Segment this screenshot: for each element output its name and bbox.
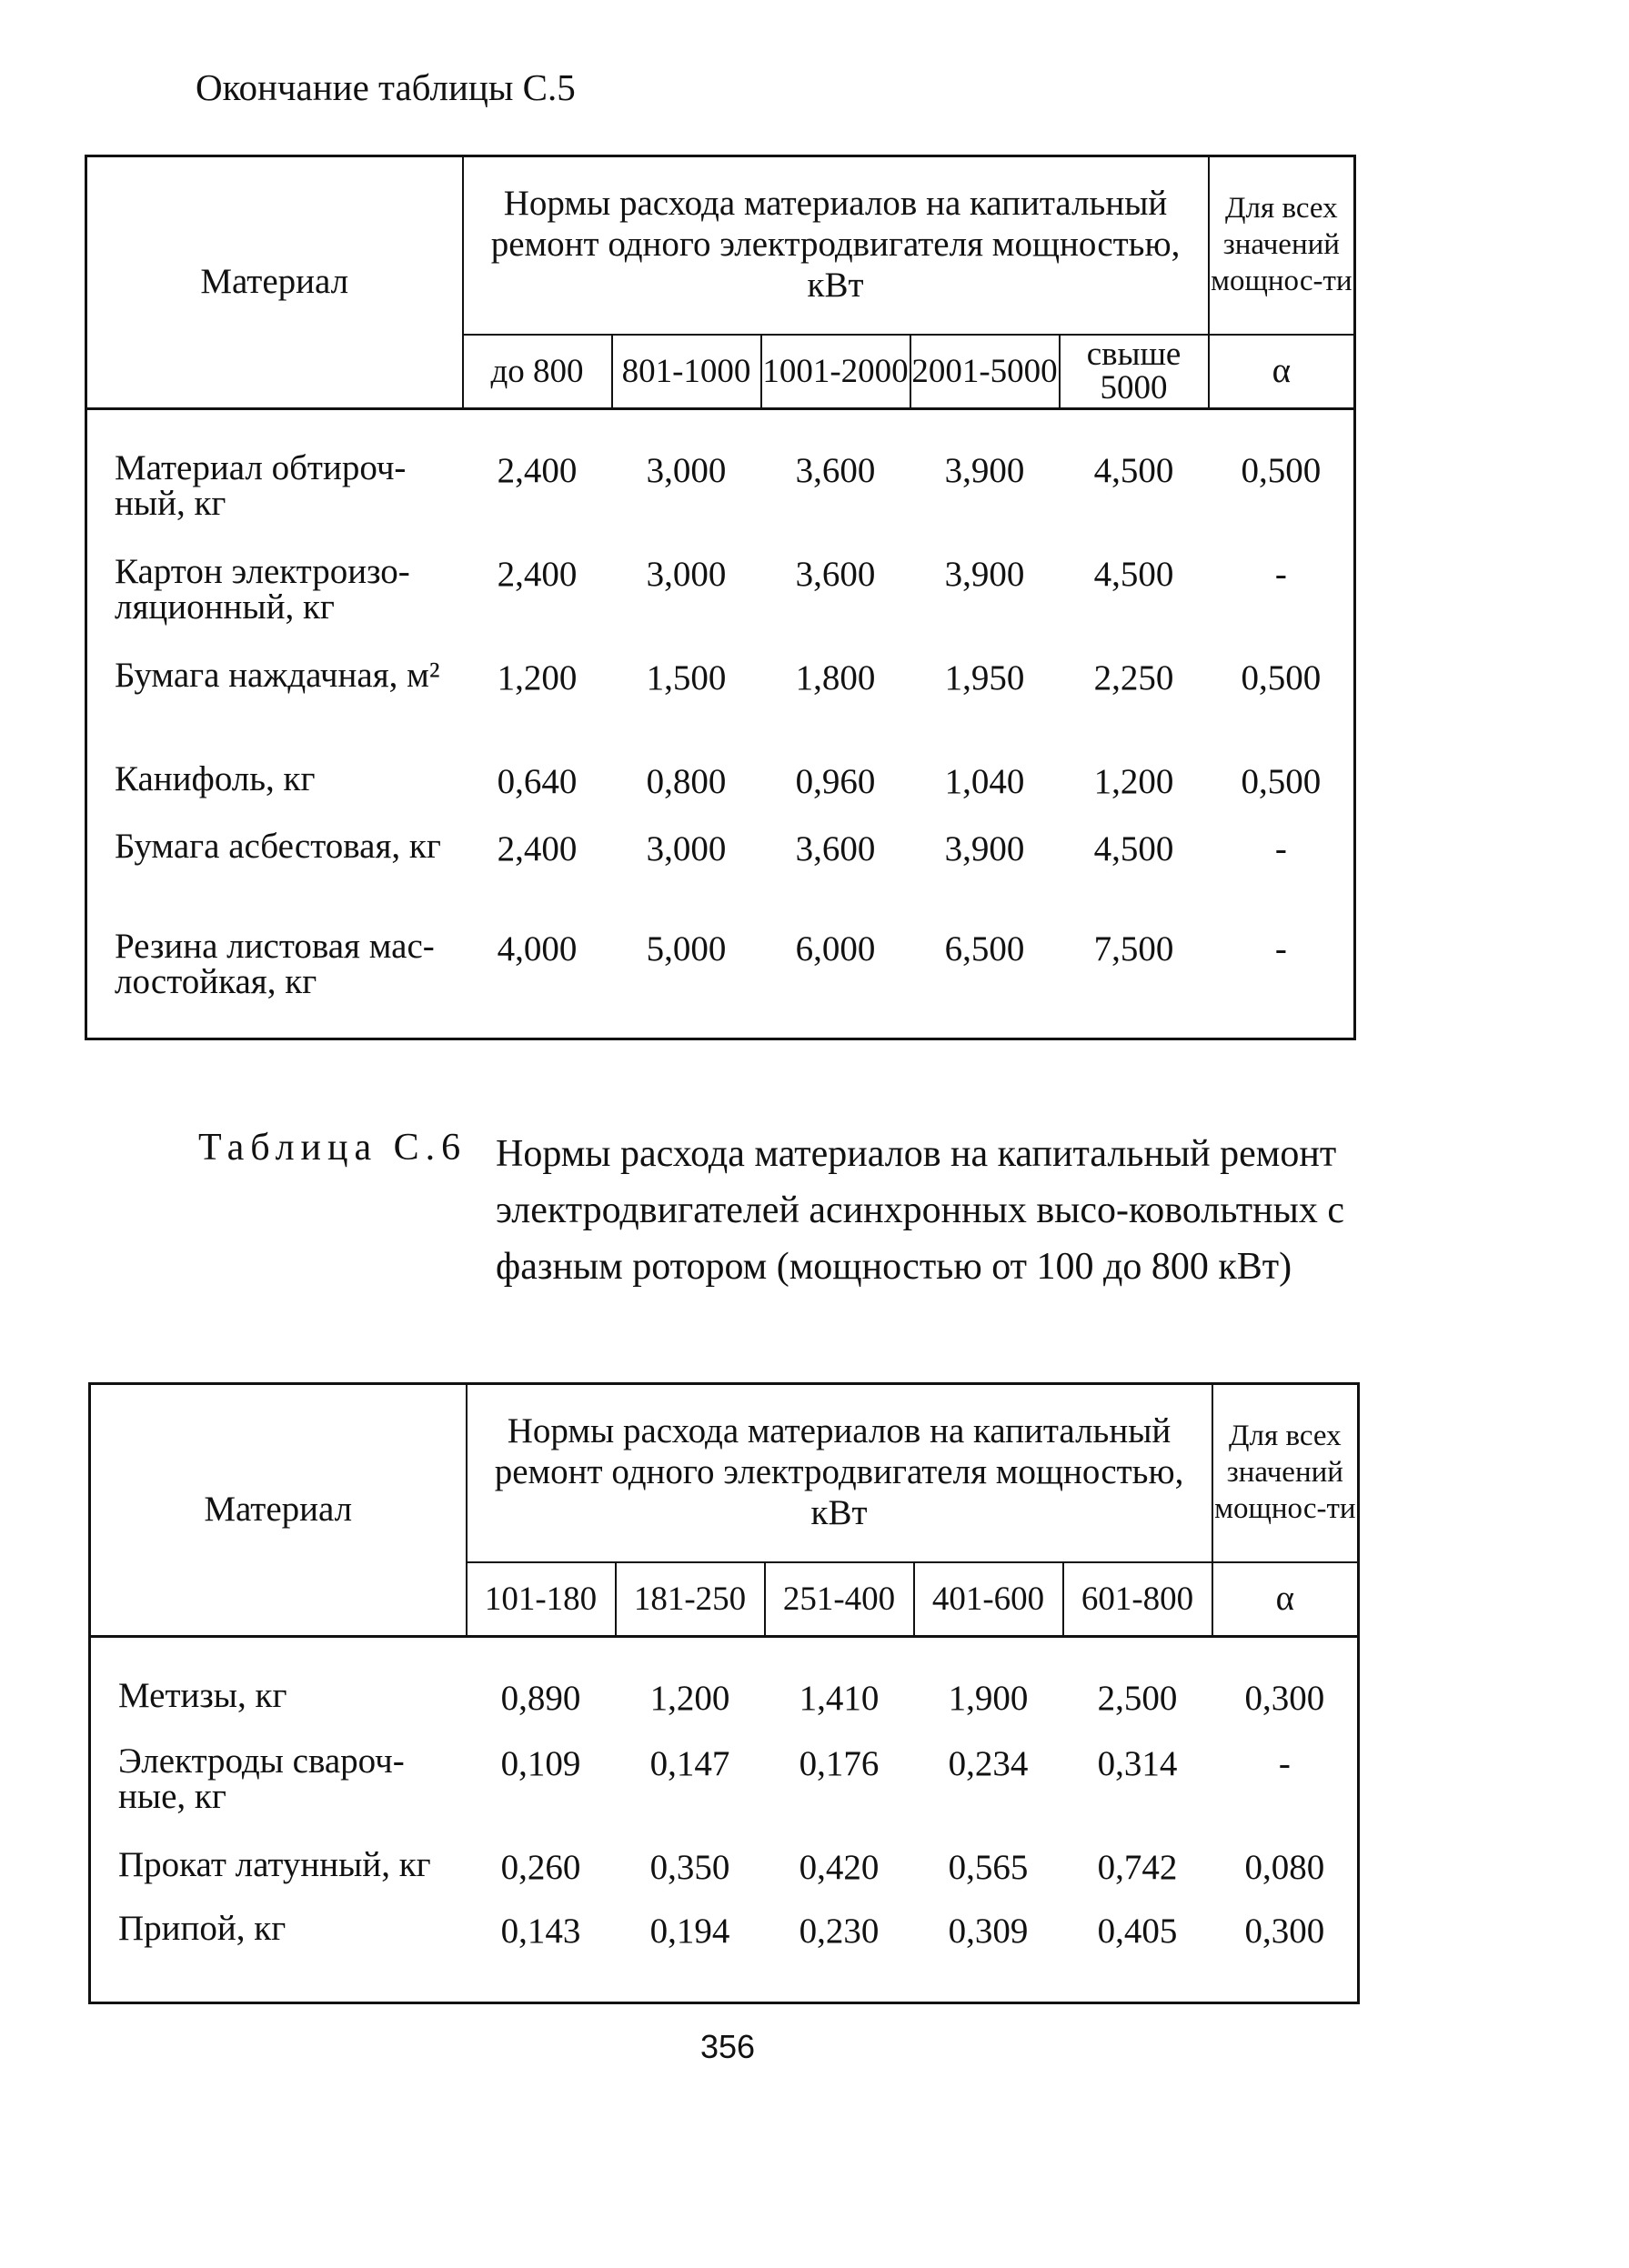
value-cell: 3,600	[795, 829, 876, 868]
range-header: 601-800	[1063, 1562, 1212, 1637]
table-row	[90, 1743, 1359, 1847]
table-row	[86, 928, 1355, 1010]
range-header: до 800	[463, 335, 612, 409]
alpha-cell: 0,300	[1244, 1912, 1325, 1951]
value-cell: 0,260	[500, 1848, 581, 1887]
value-cell: 2,400	[497, 451, 578, 490]
material-name: Метизы, кг	[118, 1676, 287, 1715]
range-header: свыше 5000	[1060, 335, 1209, 409]
value-cell: 1,200	[1093, 762, 1174, 801]
value-cell: 0,230	[799, 1912, 880, 1951]
value-cell: 3,600	[795, 451, 876, 490]
value-cell: 6,500	[944, 929, 1025, 968]
value-cell: 3,900	[944, 451, 1025, 490]
material-header: Материал	[86, 156, 463, 409]
range-header: 181-250	[616, 1562, 765, 1637]
range-header: 401-600	[914, 1562, 1063, 1637]
value-cell: 1,200	[497, 658, 578, 697]
material-header: Материал	[90, 1384, 467, 1637]
value-cell: 0,405	[1097, 1912, 1178, 1951]
value-cell: 1,500	[646, 658, 727, 697]
value-cell: 1,950	[944, 658, 1025, 697]
value-cell: 7,500	[1093, 929, 1174, 968]
value-cell: 3,000	[646, 829, 727, 868]
alpha-cell: 0,500	[1241, 762, 1322, 801]
range-header: 2001-5000	[910, 335, 1060, 409]
value-cell: 0,309	[948, 1912, 1029, 1951]
value-cell: 4,500	[1093, 829, 1174, 868]
all-values-header: Для всех значений мощнос-ти	[1209, 156, 1355, 335]
value-cell: 3,900	[944, 829, 1025, 868]
material-name: Бумага наждачная, м²	[115, 656, 440, 695]
material-name: Прокат латунный, кг	[118, 1845, 431, 1884]
value-cell: 2,400	[497, 829, 578, 868]
alpha-cell: -	[1274, 555, 1287, 594]
value-cell: 3,600	[795, 555, 876, 594]
table-row	[86, 450, 1355, 554]
table-row	[90, 1911, 1359, 1974]
value-cell: 0,960	[795, 762, 876, 801]
all-values-header: Для всех значений мощнос-ти	[1212, 1384, 1359, 1562]
table-row	[90, 1678, 1359, 1743]
value-cell: 1,900	[948, 1679, 1029, 1718]
material-name: Картон электроизо-ляционный, кг	[115, 552, 410, 627]
range-header: 801-1000	[612, 335, 761, 409]
table-row	[90, 1847, 1359, 1911]
table-label: Таблица С.6	[198, 1127, 468, 1169]
value-cell: 1,040	[944, 762, 1025, 801]
alpha-cell: -	[1278, 1744, 1291, 1783]
alpha-cell: -	[1274, 929, 1287, 968]
value-cell: 2,400	[497, 555, 578, 594]
value-cell: 0,143	[500, 1912, 581, 1951]
alpha-cell: -	[1274, 829, 1287, 868]
continuation-caption: Окончание таблицы С.5	[196, 66, 576, 108]
value-cell: 6,000	[795, 929, 876, 968]
alpha-header: α	[1212, 1562, 1359, 1637]
table-title: Нормы расхода материалов на капитальный ремонт электродвигателей асинхронных высо-ковольтных с фазным ротором (мощностью от 100 до 800 кВт)	[496, 1133, 1344, 1288]
value-cell: 1,410	[799, 1679, 880, 1718]
value-cell: 3,900	[944, 555, 1025, 594]
value-cell: 4,000	[497, 929, 578, 968]
material-name: Резина листовая мас-лостойкая, кг	[115, 927, 435, 1001]
value-cell: 0,565	[948, 1848, 1029, 1887]
norms-header: Нормы расхода материалов на капитальный ремонт одного электродвигателя мощностью, кВт	[467, 1384, 1212, 1562]
material-name: Электроды свароч-ные, кг	[118, 1741, 405, 1816]
value-cell: 2,500	[1097, 1679, 1178, 1718]
table-row	[86, 761, 1355, 828]
value-cell: 0,234	[948, 1744, 1029, 1783]
table-row	[86, 828, 1355, 928]
material-name: Бумага асбестовая, кг	[115, 827, 441, 866]
value-cell: 0,350	[649, 1848, 730, 1887]
norms-header: Нормы расхода материалов на капитальный ремонт одного электродвигателя мощностью, кВт	[463, 156, 1209, 335]
range-header: 1001-2000	[761, 335, 910, 409]
value-cell: 0,147	[649, 1744, 730, 1783]
table-c5	[85, 155, 1356, 1040]
material-name: Припой, кг	[118, 1909, 287, 1948]
alpha-cell: 0,300	[1244, 1679, 1325, 1718]
alpha-header: α	[1209, 335, 1355, 409]
material-name: Канифоль, кг	[115, 759, 316, 798]
table-c6	[88, 1382, 1360, 2004]
value-cell: 3,000	[646, 451, 727, 490]
value-cell: 3,000	[646, 555, 727, 594]
value-cell: 1,200	[649, 1679, 730, 1718]
value-cell: 0,314	[1097, 1744, 1178, 1783]
alpha-cell: 0,500	[1241, 658, 1322, 697]
value-cell: 0,194	[649, 1912, 730, 1951]
value-cell: 0,742	[1097, 1848, 1178, 1887]
value-cell: 1,800	[795, 658, 876, 697]
table-row	[86, 657, 1355, 761]
value-cell: 4,500	[1093, 451, 1174, 490]
value-cell: 0,109	[500, 1744, 581, 1783]
value-cell: 0,420	[799, 1848, 880, 1887]
alpha-cell: 0,500	[1241, 451, 1322, 490]
material-name: Материал обтироч-ный, кг	[115, 448, 407, 523]
value-cell: 4,500	[1093, 555, 1174, 594]
value-cell: 2,250	[1093, 658, 1174, 697]
alpha-cell: 0,080	[1244, 1848, 1325, 1887]
value-cell: 0,890	[500, 1679, 581, 1718]
page-number: 356	[699, 2028, 756, 2065]
range-header: 251-400	[765, 1562, 914, 1637]
value-cell: 0,640	[497, 762, 578, 801]
range-header: 101-180	[467, 1562, 616, 1637]
value-cell: 0,176	[799, 1744, 880, 1783]
value-cell: 0,800	[646, 762, 727, 801]
table-row	[86, 554, 1355, 657]
value-cell: 5,000	[646, 929, 727, 968]
